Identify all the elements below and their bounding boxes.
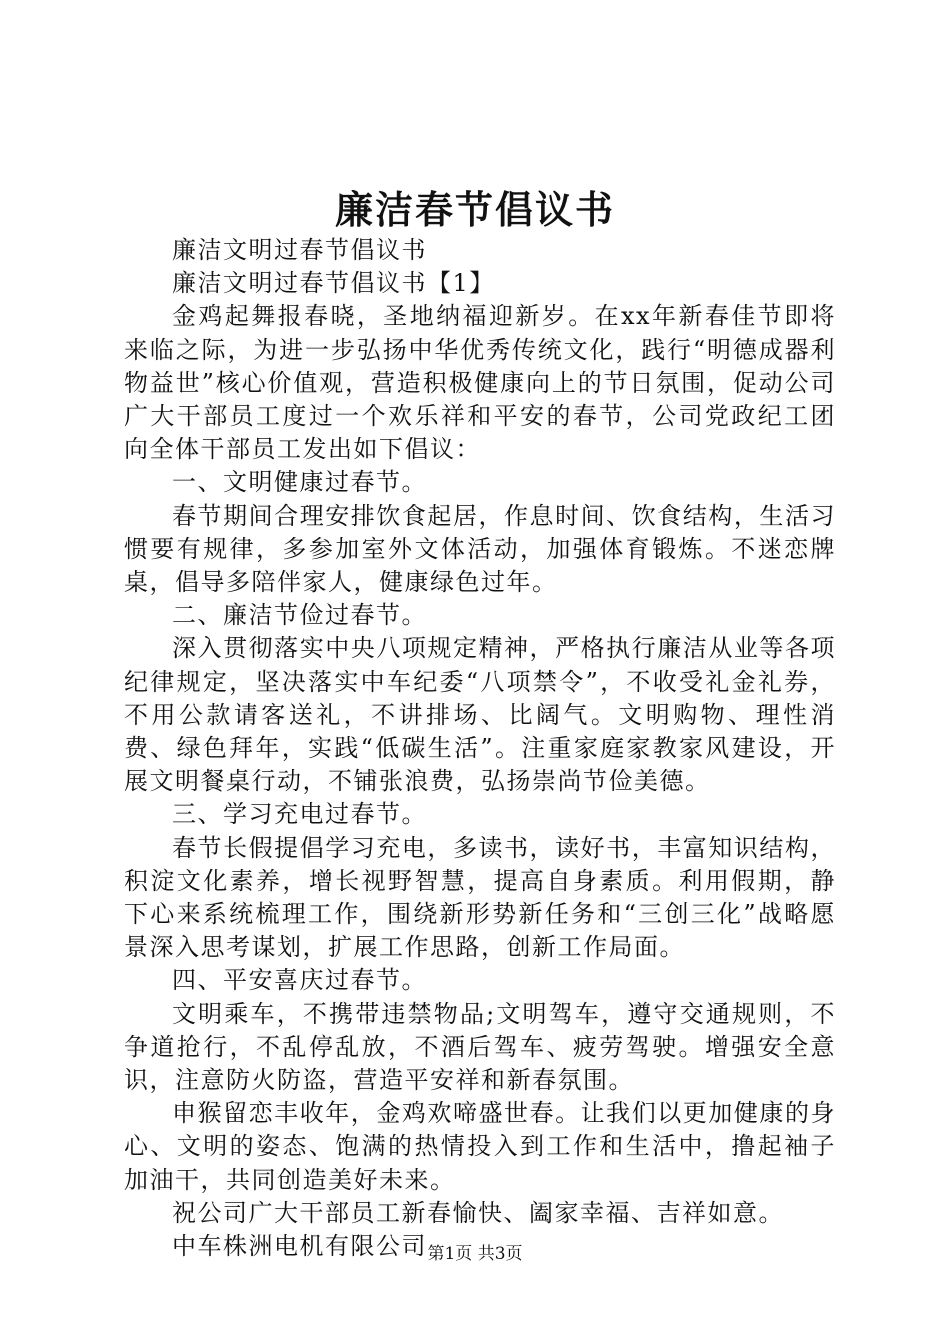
- document-title: 廉洁春节倡议书: [334, 187, 615, 232]
- section-heading-4: 四、平安喜庆过春节。: [172, 966, 427, 995]
- paragraph-wishes: 祝公司广大干部员工新春愉快、阖家幸福、吉祥如意。: [172, 1198, 784, 1227]
- paragraph-section-3: 春节长假提倡学习充电，多读书，读好书，丰富知识结构，积淀文化素养，增长视野智慧，提高自身素质。利用假期，静下心来系统梳理工作，围绕新形势新任务和“三创三化”战略愿景深入思考谋划，扩展工作思路，创新工作局面。: [124, 833, 836, 962]
- paragraph-subtitle-numbered: 廉洁文明过春节倡议书【1】: [172, 269, 495, 298]
- paragraph-subtitle: 廉洁文明过春节倡议书: [172, 236, 427, 264]
- paragraph-signature: 中车株洲电机有限公司: [172, 1232, 427, 1261]
- paragraph-intro: 金鸡起舞报春晓，圣地纳福迎新岁。在xx年新春佳节即将来临之际，为进一步弘扬中华优秀传统文化，践行“明德成器利物益世”核心价值观，营造积极健康向上的节日氛围，促动公司广大干部员工度过一个欢乐祥和平安的春节，公司党政纪工团向全体干部员工发出如下倡议：: [124, 302, 836, 464]
- section-heading-1: 一、文明健康过春节。: [172, 468, 427, 497]
- page-number-footer: 第1页 共3页: [427, 1244, 523, 1264]
- section-heading-2: 二、廉洁节俭过春节。: [172, 601, 427, 630]
- document-body: [124, 234, 836, 1263]
- paragraph-section-1: 春节期间合理安排饮食起居，作息时间、饮食结构，生活习惯要有规律，多参加室外文体活动，加强体育锻炼。不迷恋牌桌，倡导多陪伴家人，健康绿色过年。: [124, 501, 836, 597]
- section-heading-3: 三、学习充电过春节。: [172, 800, 427, 829]
- paragraph-section-2: 深入贯彻落实中央八项规定精神，严格执行廉洁从业等各项纪律规定，坚决落实中车纪委“八项禁令”，不收受礼金礼券，不用公款请客送礼，不讲排场、比阔气。文明购物、理性消费、绿色拜年，实践“低碳生活”。注重家庭家教家风建设，开展文明餐桌行动，不铺张浪费，弘扬崇尚节俭美德。: [124, 634, 836, 796]
- paragraph-closing: 申猴留恋丰收年，金鸡欢啼盛世春。让我们以更加健康的身心、文明的姿态、饱满的热情投入到工作和生活中，撸起袖子加油干，共同创造美好未来。: [124, 1099, 836, 1194]
- paragraph-section-4: 文明乘车，不携带违禁物品;文明驾车，遵守交通规则，不争道抢行，不乱停乱放，不酒后驾车、疲劳驾驶。增强安全意识，注意防火防盗，营造平安祥和新春氛围。: [124, 999, 836, 1095]
